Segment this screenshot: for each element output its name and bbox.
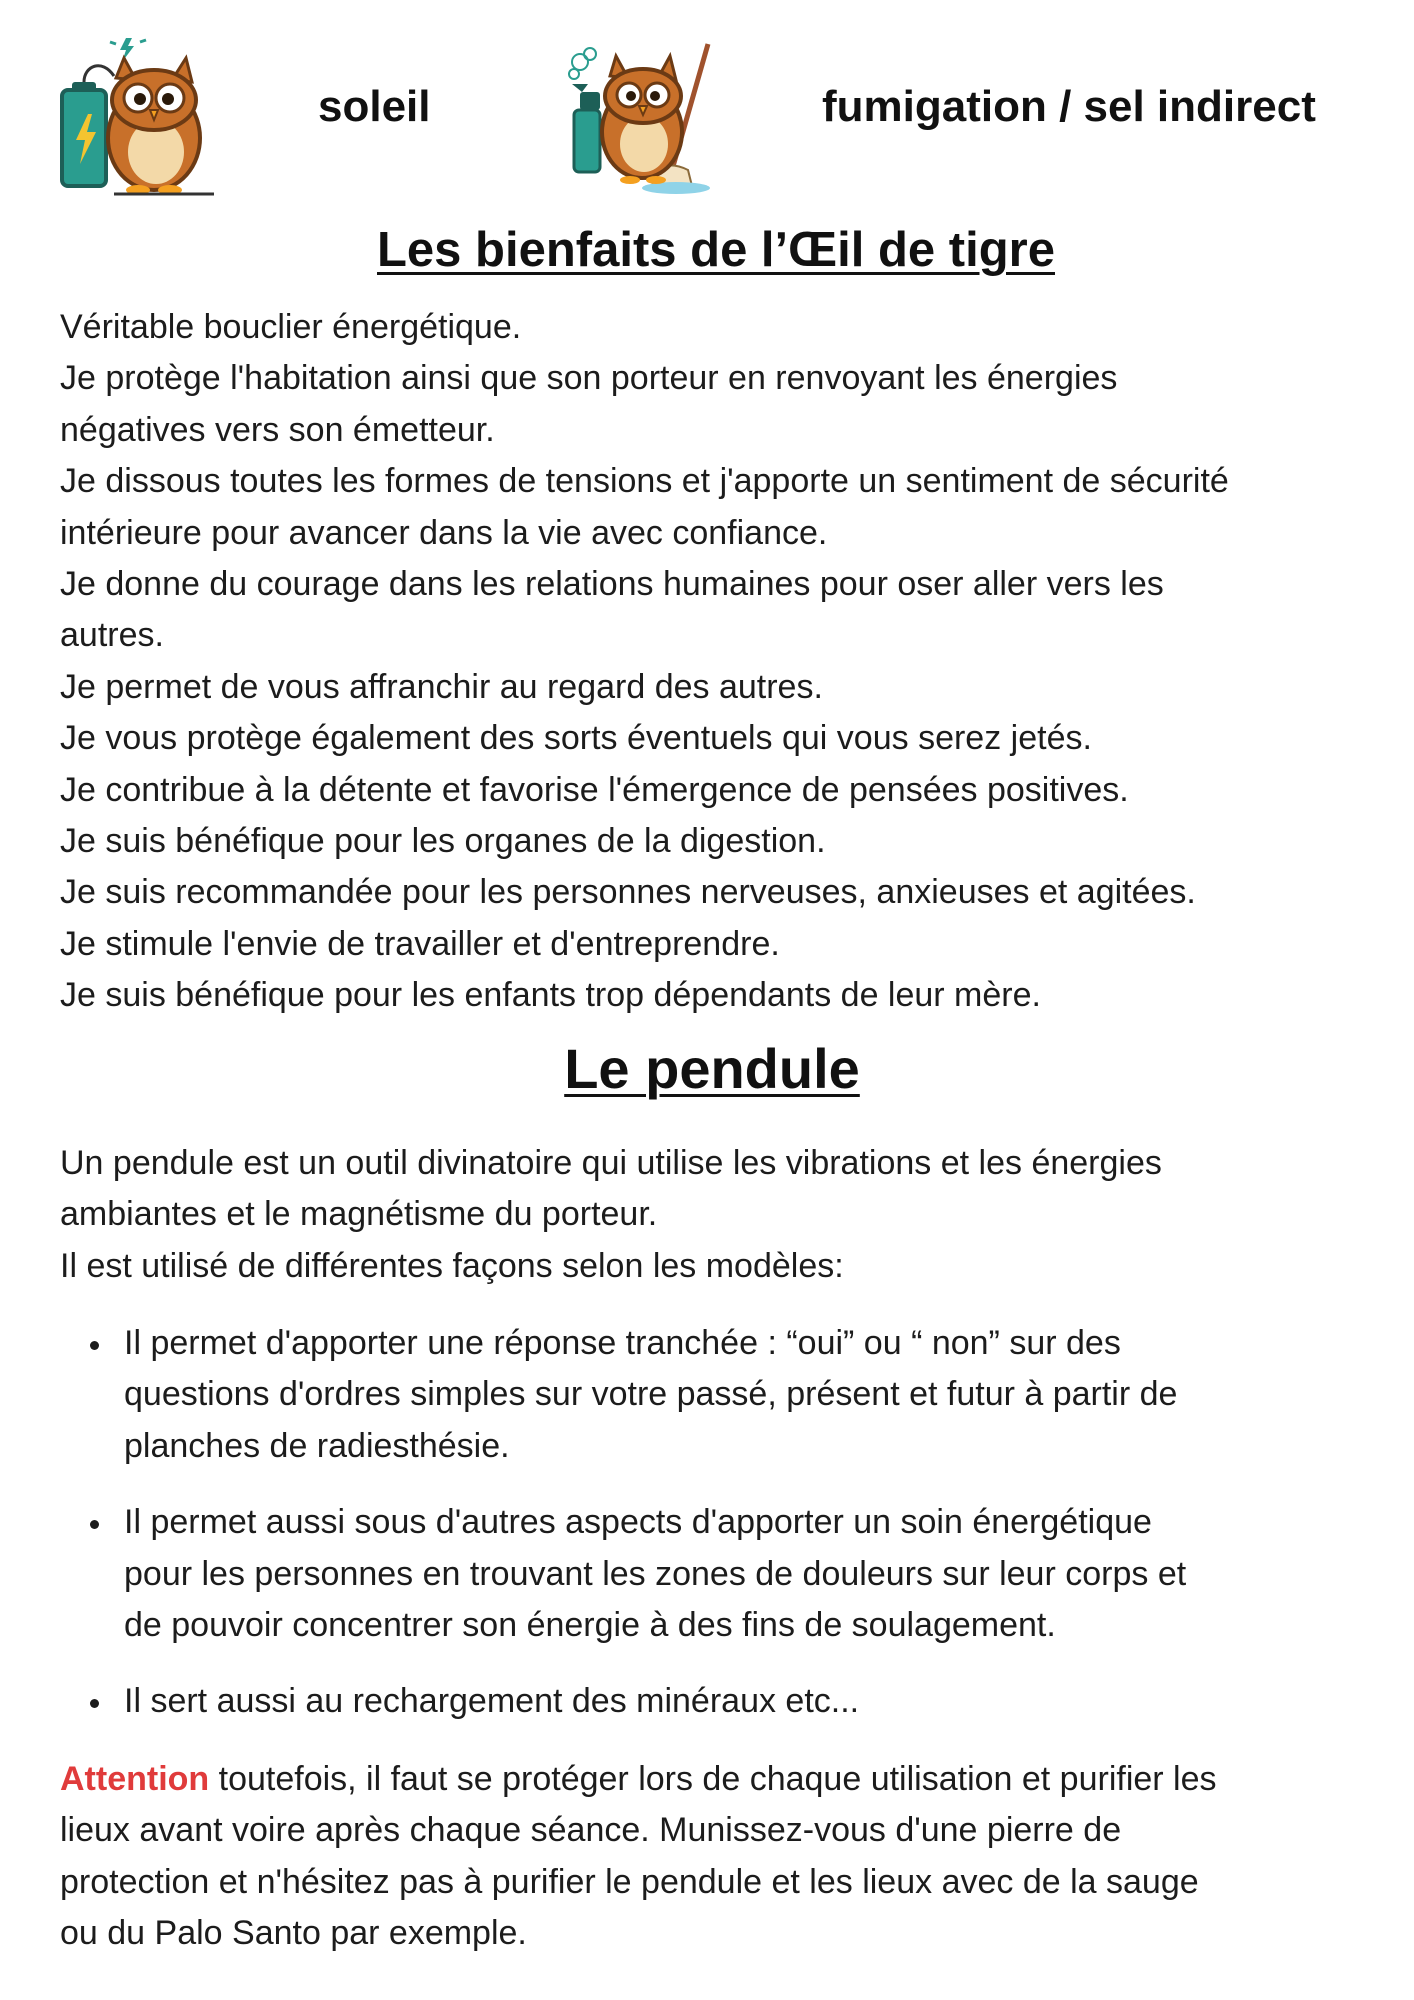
text-line: Il permet d'apporter une réponse tranchée : “oui” ou “ non” sur des bbox=[124, 1324, 1121, 1362]
recharge-label: soleil bbox=[318, 82, 431, 131]
bullet-icon bbox=[90, 1520, 99, 1529]
text-line: intérieure pour avancer dans la vie avec confiance. bbox=[60, 513, 828, 552]
text-line: négatives vers son émetteur. bbox=[60, 410, 495, 449]
text-line: de pouvoir concentrer son énergie à des fins de soulagement. bbox=[124, 1606, 1056, 1645]
owl-battery-icon bbox=[54, 28, 219, 198]
owl-cleaning-icon bbox=[568, 40, 718, 195]
text-line: Je dissous toutes les formes de tensions et j'apporte un sentiment de sécurité bbox=[60, 462, 1229, 501]
text-line: pour les personnes en trouvant les zones de douleurs sur leur corps et bbox=[124, 1554, 1187, 1593]
text-line: Il sert aussi au rechargement des minéraux etc... bbox=[124, 1682, 860, 1721]
header bbox=[0, 0, 1414, 200]
text-line: Il est utilisé de différentes façons selon les modèles: bbox=[60, 1246, 844, 1285]
text-line: lieux avant voire après chaque séance. Munissez-vous d'une pierre de bbox=[60, 1811, 1122, 1850]
text-line: protection et n'hésitez pas à purifier le pendule et les lieux avec de la sauge bbox=[60, 1862, 1199, 1901]
tigre-title: Les bienfaits de l’Œil de tigre bbox=[377, 223, 1055, 277]
text-line: Un pendule est un outil divinatoire qui utilise les vibrations et les énergies bbox=[60, 1144, 1162, 1182]
text-line: ou du Palo Santo par exemple. bbox=[60, 1914, 527, 1953]
text-line: Je stimule l'envie de travailler et d'entreprendre. bbox=[60, 924, 780, 963]
text-line: Il permet aussi sous d'autres aspects d'apporter un soin énergétique bbox=[124, 1503, 1152, 1542]
pendule-uses-list bbox=[0, 1318, 1414, 1753]
text-line: ambiantes et le magnétisme du porteur. bbox=[60, 1195, 658, 1234]
text-line: Je suis recommandée pour les personnes nerveuses, anxieuses et agitées. bbox=[60, 873, 1196, 912]
text-line: Je vous protège également des sorts éventuels qui vous serez jetés. bbox=[60, 719, 1092, 758]
purification-label: fumigation / sel indirect bbox=[822, 82, 1316, 131]
list-item bbox=[0, 1318, 1414, 1472]
bullet-icon bbox=[90, 1341, 99, 1350]
attention-paragraph bbox=[60, 1754, 1400, 1960]
bullet-icon bbox=[90, 1699, 99, 1708]
pendule-title: Le pendule bbox=[564, 1037, 860, 1100]
attention-first-line: toutefois, il faut se protéger lors de chaque utilisation et purifier les bbox=[209, 1760, 1217, 1798]
list-item bbox=[0, 1676, 1414, 1727]
text-line: Je contribue à la détente et favorise l'émergence de pensées positives. bbox=[60, 770, 1129, 809]
text-line: Véritable bouclier énergétique. bbox=[60, 308, 522, 346]
text-line: Je suis bénéfique pour les organes de la digestion. bbox=[60, 822, 826, 861]
text-line: Je protège l'habitation ainsi que son porteur en renvoyant les énergies bbox=[60, 359, 1118, 398]
text-line bbox=[60, 1754, 1400, 1805]
text-line: Je permet de vous affranchir au regard des autres. bbox=[60, 667, 823, 706]
text-line: Je donne du courage dans les relations humaines pour oser aller vers les bbox=[60, 565, 1164, 604]
text-line: Je suis bénéfique pour les enfants trop dépendants de leur mère. bbox=[60, 976, 1041, 1015]
text-line: planches de radiesthésie. bbox=[124, 1426, 510, 1465]
text-line: autres. bbox=[60, 616, 164, 655]
tigre-benefits-text bbox=[60, 302, 1400, 1022]
pendule-intro-text bbox=[60, 1138, 1400, 1292]
list-item bbox=[0, 1497, 1414, 1651]
text-line: questions d'ordres simples sur votre passé, présent et futur à partir de bbox=[124, 1375, 1178, 1414]
attention-keyword: Attention bbox=[60, 1760, 210, 1798]
